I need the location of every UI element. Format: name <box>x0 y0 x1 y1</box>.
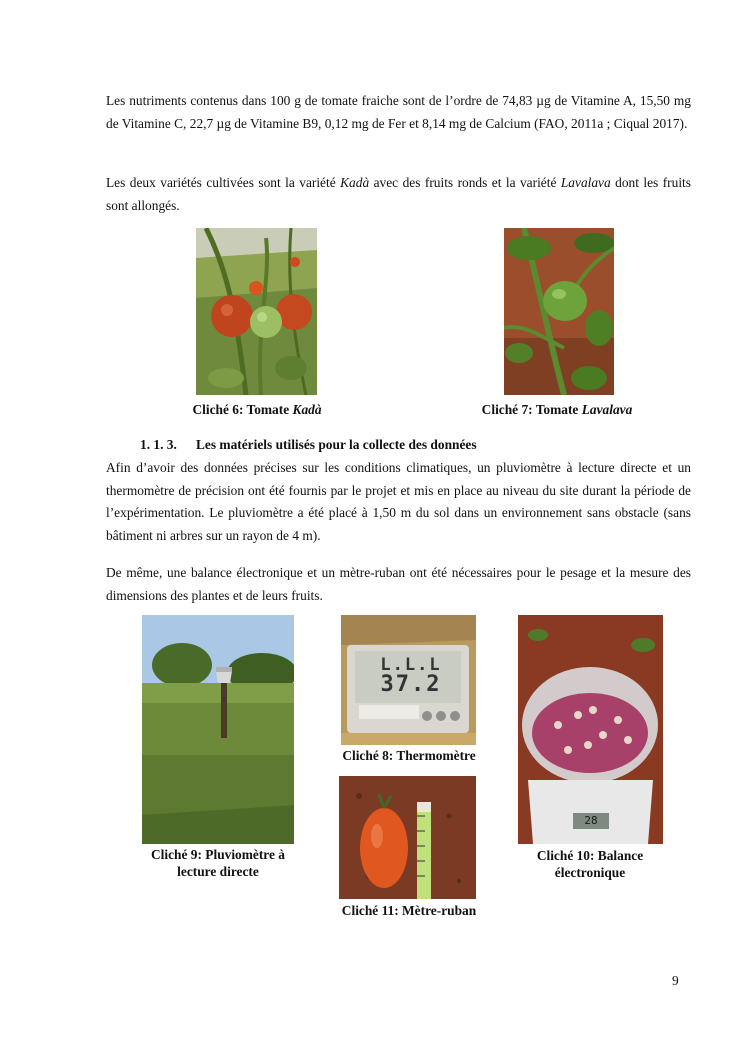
paragraph-scale-tape: De même, une balance électronique et un mètre-ruban ont été nécessaires pour le pesage et la mesure des dimensions des plantes et de leurs fruits. <box>106 565 691 603</box>
caption-line: lecture directe <box>177 864 259 879</box>
variety-kada: Kadà <box>340 175 370 190</box>
text: Cliché 6: Tomate <box>192 402 293 417</box>
section-number: 1. 1. 3. <box>140 437 177 452</box>
caption-cliche-11: Cliché 11: Mètre-ruban <box>341 903 477 918</box>
caption-cliche-8: Cliché 8: Thermomètre <box>342 748 476 763</box>
text: Les deux variétés cultivées sont la variété <box>106 175 341 190</box>
variety-lavalava: Lavalava <box>560 175 611 190</box>
display-top: L.L.L <box>380 655 442 675</box>
text: Kadà <box>292 402 322 417</box>
paragraph-nutrients: Les nutriments contenus dans 100 g de tomate fraiche sont de l’ordre de 74,83 µg de Vitamine A, 15,50 mg de Vitamine C, 22,7 µg de Vitamine B9, 0,12 mg de Fer et 8,14 mg de Calcium (FAO, 2011a ; Ciqual 2017). <box>106 93 691 131</box>
photo-electronic-scale <box>518 615 663 844</box>
section-heading <box>140 436 477 454</box>
scale-display: 28 <box>584 814 598 827</box>
section-title: Les matériels utilisés pour la collecte des données <box>196 437 477 452</box>
text: dont les fruits sont allongés. <box>106 175 691 213</box>
caption-line: électronique <box>554 865 626 880</box>
paragraph-climate-equipment: Afin d’avoir des données précises sur les conditions climatiques, un pluviomètre à lecture directe et un thermomètre de précision ont été fournis par le projet et mis en place au niveau du site durant la période de l’expérimentation. Le pluviomètre a été placé à 1,50 m du sol dans un environnement sans obstacle (sans bâtiment ni arbres sur un rayon de 4 m). <box>106 460 691 543</box>
caption-cliche-7 <box>462 401 652 418</box>
caption-cliche-9 <box>128 846 308 880</box>
photo-tomato-lavalava <box>504 228 614 395</box>
thermometer-display <box>361 655 461 695</box>
photo-tomato-kada <box>196 228 317 395</box>
photo-thermometer <box>341 615 476 745</box>
caption-cliche-10 <box>510 847 670 881</box>
text: avec des fruits ronds et la variété <box>369 175 561 190</box>
photo-tape-measure <box>339 776 476 899</box>
caption-line: Cliché 9: Pluviomètre à <box>151 847 285 862</box>
text: Lavalava <box>581 402 633 417</box>
page-number: 9 <box>672 973 679 988</box>
display-bottom: 37.2 <box>380 672 442 697</box>
caption-cliche-6 <box>170 401 344 418</box>
photo-rain-gauge <box>142 615 294 844</box>
caption-line: Cliché 10: Balance <box>536 848 644 863</box>
paragraph-varieties <box>106 172 691 217</box>
text: Cliché 7: Tomate <box>481 402 582 417</box>
